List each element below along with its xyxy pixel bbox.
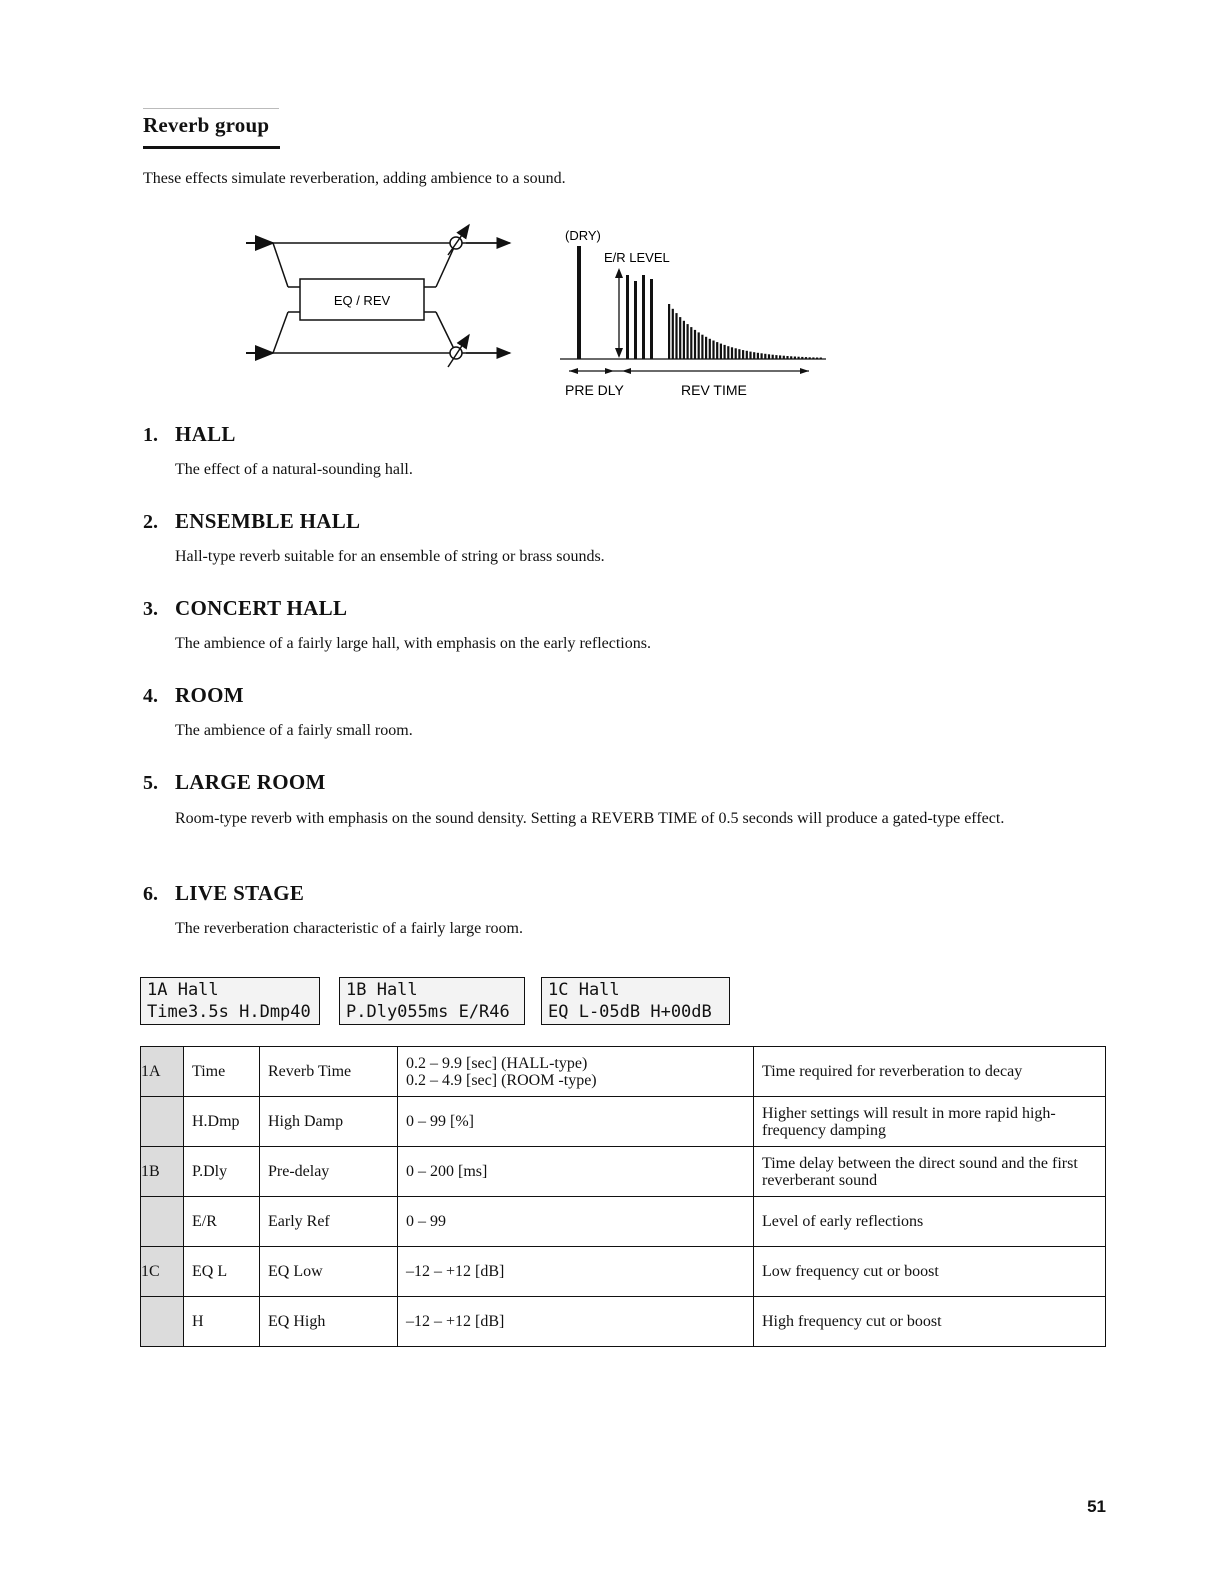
effect-description: The effect of a natural-sounding hall. — [175, 461, 413, 478]
reverb-tail-bar — [716, 342, 718, 359]
effect-number: 2. — [143, 511, 158, 533]
reverb-diagram — [238, 212, 838, 407]
reverb-tail-bar — [753, 352, 755, 359]
page-indicator: 1B — [141, 1147, 184, 1197]
page-indicator — [141, 1097, 184, 1147]
er-level-label: E/R LEVEL — [604, 250, 670, 265]
reverb-tail-bar — [820, 358, 822, 360]
eq-rev-label: EQ / REV — [333, 293, 391, 308]
page-indicator — [141, 1297, 184, 1347]
table-row — [141, 1047, 1106, 1097]
effect-number: 1. — [143, 424, 158, 446]
reverb-tail-bar — [757, 353, 759, 359]
param-name: Pre-delay — [260, 1147, 398, 1197]
reverb-tail-bar — [775, 355, 777, 359]
page-number: 51 — [1087, 1497, 1106, 1516]
effect-title: CONCERT HALL — [175, 596, 348, 620]
range-line: 0.2 – 4.9 [sec] (ROOM -type) — [406, 1071, 597, 1089]
param-abbr: P.Dly — [184, 1147, 260, 1197]
reverb-tail-bar — [779, 355, 781, 359]
effect-title: LIVE STAGE — [175, 881, 305, 905]
reverb-tail-bar — [794, 357, 796, 360]
param-abbr: H.Dmp — [184, 1097, 260, 1147]
reverb-tail-bar — [727, 346, 729, 359]
param-abbr: E/R — [184, 1197, 260, 1247]
param-abbr: H — [184, 1297, 260, 1347]
param-description: Time delay between the direct sound and the first reverberant sound — [754, 1147, 1106, 1197]
effect-title: ENSEMBLE HALL — [175, 509, 361, 533]
param-description: Low frequency cut or boost — [754, 1247, 1106, 1297]
reverb-tail-bar — [742, 350, 744, 359]
page-indicator — [141, 1197, 184, 1247]
lcd-display-1c — [541, 977, 730, 1025]
reverb-tail-bar — [749, 352, 751, 359]
lcd-display-1a — [140, 977, 320, 1025]
table-row — [141, 1197, 1106, 1247]
reverb-tail-bar — [768, 354, 770, 359]
lcd-display-1b — [339, 977, 525, 1025]
early-reflection-bar — [634, 281, 637, 359]
reverb-tail — [668, 304, 822, 359]
reverb-tail-bar — [786, 356, 788, 359]
param-name: Early Ref — [260, 1197, 398, 1247]
reverb-tail-bar — [690, 327, 692, 359]
reverb-tail-bar — [694, 330, 696, 359]
title-underline — [143, 146, 280, 149]
reverb-tail-bar — [724, 345, 726, 359]
effect-title: ROOM — [175, 683, 244, 707]
param-abbr: Time — [184, 1047, 260, 1097]
reverb-tail-bar — [731, 347, 733, 359]
param-description: Level of early reflections — [754, 1197, 1106, 1247]
reverb-tail-bar — [675, 313, 677, 359]
effect-description: The ambience of a fairly small room. — [175, 722, 413, 739]
param-description: Higher settings will result in more rapid high-frequency damping — [754, 1097, 1106, 1147]
reverb-tail-bar — [798, 357, 800, 359]
lcd-line: P.Dly055ms E/R46 — [346, 1002, 510, 1022]
reverb-tail-bar — [679, 317, 681, 359]
lcd-line: Time3.5s H.Dmp40 — [147, 1002, 311, 1022]
early-reflection-bar — [626, 275, 629, 359]
effect-description: Room-type reverb with emphasis on the sound density. Setting a REVERB TIME of 0.5 seconds will produce a gated-type effect. — [175, 810, 1005, 827]
top-rule — [143, 108, 279, 109]
param-range: –12 – +12 [dB] — [398, 1247, 754, 1297]
effect-description: Hall-type reverb suitable for an ensemble of string or brass sounds. — [175, 548, 605, 565]
reverb-tail-bar — [809, 357, 811, 359]
section-intro: These effects simulate reverberation, adding ambience to a sound. — [143, 170, 566, 187]
lcd-line: 1C Hall — [548, 980, 620, 1000]
effect-description: The reverberation characteristic of a fairly large room. — [175, 920, 523, 937]
effect-number: 6. — [143, 883, 158, 905]
reverb-tail-bar — [790, 356, 792, 359]
reverb-tail-bar — [735, 348, 737, 359]
reverb-tail-bar — [712, 341, 714, 360]
lcd-line: 1B Hall — [346, 980, 418, 1000]
rev-time-label: REV TIME — [681, 382, 747, 398]
effect-title: LARGE ROOM — [175, 770, 326, 794]
table-row — [141, 1147, 1106, 1197]
param-range: 0 – 99 — [398, 1197, 754, 1247]
reverb-tail-bar — [701, 335, 703, 359]
dry-label: (DRY) — [565, 228, 601, 243]
param-range: –12 – +12 [dB] — [398, 1297, 754, 1347]
reverb-tail-bar — [705, 337, 707, 359]
param-name: High Damp — [260, 1097, 398, 1147]
reverb-tail-bar — [805, 357, 807, 359]
effect-description: The ambience of a fairly large hall, with emphasis on the early reflections. — [175, 635, 651, 652]
reverb-tail-bar — [816, 358, 818, 360]
param-range: 0 – 99 [%] — [398, 1097, 754, 1147]
reverb-tail-bar — [698, 332, 700, 359]
reverb-tail-bar — [761, 353, 763, 359]
reverb-tail-bar — [764, 354, 766, 359]
reverb-tail-bar — [720, 344, 722, 359]
param-abbr: EQ L — [184, 1247, 260, 1297]
pre-dly-label: PRE DLY — [565, 382, 624, 398]
param-name: Reverb Time — [260, 1047, 398, 1097]
param-name: EQ Low — [260, 1247, 398, 1297]
reverb-tail-bar — [801, 357, 803, 359]
lcd-line: EQ L-05dB H+00dB — [548, 1002, 712, 1022]
reverb-tail-bar — [772, 355, 774, 359]
reverb-tail-bar — [687, 324, 689, 359]
effect-number: 4. — [143, 685, 158, 707]
early-reflections — [626, 275, 653, 359]
reverb-tail-bar — [738, 349, 740, 359]
reverb-tail-bar — [709, 339, 711, 359]
dry-impulse — [577, 246, 581, 359]
lcd-line: 1A Hall — [147, 980, 219, 1000]
reverb-tail-bar — [672, 309, 674, 359]
early-reflection-bar — [650, 279, 653, 359]
section-title: Reverb group — [143, 113, 270, 137]
effect-title: HALL — [175, 422, 236, 446]
page-indicator: 1C — [141, 1247, 184, 1297]
param-description: Time required for reverberation to decay — [754, 1047, 1106, 1097]
effect-number: 5. — [143, 772, 158, 794]
effect-number: 3. — [143, 598, 158, 620]
param-range: 0 – 200 [ms] — [398, 1147, 754, 1197]
reverb-tail-bar — [683, 321, 685, 359]
page-indicator: 1A — [141, 1047, 184, 1097]
reverb-tail-bar — [812, 357, 814, 359]
reverb-tail-bar — [783, 356, 785, 359]
table-row — [141, 1097, 1106, 1147]
parameter-table — [140, 1046, 1106, 1347]
table-row — [141, 1297, 1106, 1347]
param-range — [398, 1047, 754, 1097]
table-row — [141, 1247, 1106, 1297]
early-reflection-bar — [642, 275, 645, 359]
reverb-tail-bar — [668, 304, 670, 359]
param-name: EQ High — [260, 1297, 398, 1347]
param-description: High frequency cut or boost — [754, 1297, 1106, 1347]
range-line: 0.2 – 9.9 [sec] (HALL-type) — [406, 1054, 588, 1072]
reverb-tail-bar — [746, 351, 748, 359]
